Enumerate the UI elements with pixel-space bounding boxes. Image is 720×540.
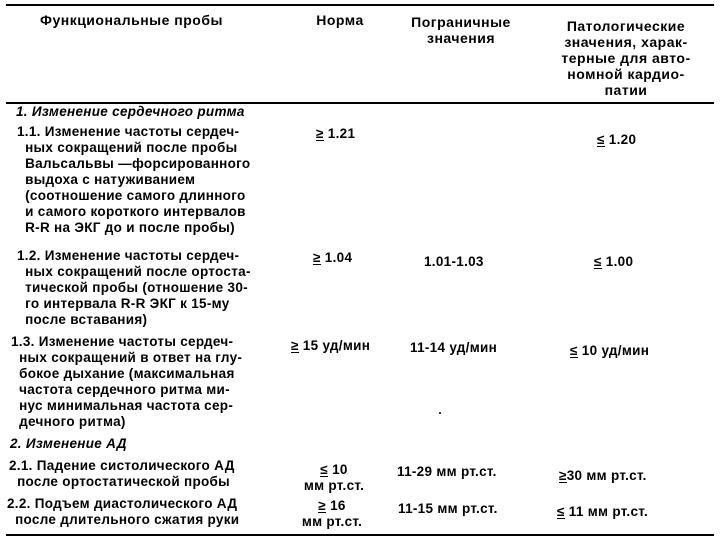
section-blood-pressure: 2. Изменение АД: [10, 436, 127, 451]
row-1-3-pathological: ≤ 10 уд/мин: [570, 343, 650, 358]
table-top-rule: [6, 4, 714, 6]
row-2-2-borderline: 11-15 мм рт.ст.: [398, 501, 498, 516]
row-1-2-pathological: ≤ 1.00: [594, 254, 634, 269]
header-functional-tests: Функциональные пробы: [40, 12, 223, 28]
row-1-2-borderline: 1.01-1.03: [424, 254, 484, 269]
row-1-3-borderline: 11-14 уд/мин: [410, 340, 498, 355]
row-2-1-borderline: 11-29 мм рт.ст.: [397, 464, 497, 479]
row-2-2-test: 2.2. Подъем диастолического АД после длительного сжатия руки: [7, 496, 240, 527]
row-1-1-norm: ≥ 1.21: [316, 126, 356, 141]
header-norm: Норма: [316, 12, 364, 28]
le-sign: ≤: [557, 504, 565, 519]
ge-sign: ≥: [291, 338, 299, 353]
le-sign: ≤: [594, 254, 602, 269]
row-1-1-test: 1.1. Изменение частоты сердеч- ных сокращений после пробы Вальсальвы —форсированного выдоха с натуживанием (соотношение самого длинного и самого короткого интервалов R-R на ЭКГ до и после пробы): [17, 124, 251, 235]
header-pathological: Патологические значения, харак- терные для авто- номной кардиo- патии: [561, 18, 691, 98]
ge-sign: ≥: [559, 468, 567, 483]
scan-speck: [439, 412, 441, 414]
row-2-1-test: 2.1. Падение систолического АД после ортостатической пробы: [9, 458, 235, 489]
le-sign: ≤: [320, 462, 329, 477]
row-1-1-pathological: ≤ 1.20: [597, 132, 637, 147]
ge-sign: ≥: [316, 126, 324, 141]
row-2-1-norm: ≤ 10 мм рт.ст.: [303, 462, 365, 493]
row-2-1-pathological: ≥30 мм рт.ст.: [559, 468, 647, 483]
ge-sign: ≥: [318, 498, 327, 513]
table-bottom-rule: [6, 534, 714, 536]
row-1-2-norm: ≥ 1.04: [313, 250, 353, 265]
le-sign: ≤: [570, 343, 578, 358]
ge-sign: ≥: [313, 250, 321, 265]
row-1-3-norm: ≥ 15 уд/мин: [291, 338, 371, 353]
row-1-3-test: 1.3. Изменение частоты сердеч- ных сокращений в ответ на глу- бокое дыхание (максимальная частота сердечного ритма ми- нус минимальная частота сер- дечного ритма): [11, 334, 243, 429]
row-2-2-norm: ≥ 16 мм рт.ст.: [301, 498, 363, 529]
row-2-2-pathological: ≤ 11 мм рт.ст.: [557, 504, 649, 519]
header-borderline: Пограничные значения: [411, 14, 511, 46]
row-1-2-test: 1.2. Изменение частоты сердеч- ных сокращений после ортоста- тической пробы (отношение 30- го интервала R-R ЭКГ к 15-му после вставания): [17, 248, 251, 327]
le-sign: ≤: [597, 132, 605, 147]
section-heart-rate: 1. Изменение сердечного ритма: [16, 104, 245, 119]
